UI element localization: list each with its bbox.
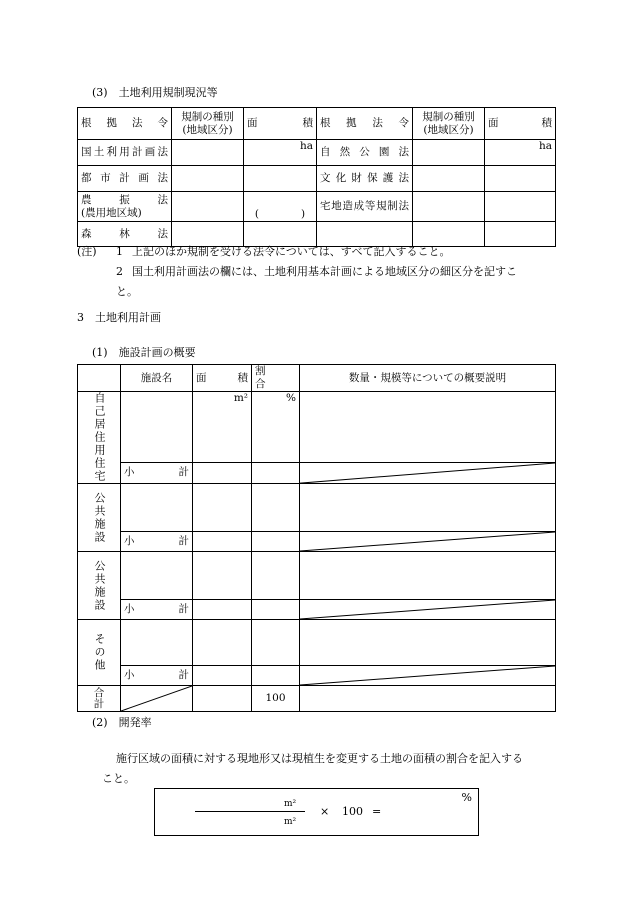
section-land-number: 3 [77, 311, 84, 324]
subsection-1-title: (1) 施設計画の概要 [92, 346, 196, 359]
description-cell [300, 620, 556, 666]
formula-percent: % [461, 791, 472, 804]
facility-name-cell [121, 620, 193, 666]
header-corner [78, 365, 121, 392]
subtotal-label: 小 計 [121, 600, 193, 620]
area-cell: ha [485, 140, 556, 166]
description-cell [300, 552, 556, 600]
subtotal-ratio [252, 532, 300, 552]
header-law-right: 根 拠 法 令 [317, 108, 413, 140]
type-cell [172, 140, 244, 166]
facility-name-cell [121, 552, 193, 600]
type-cell [413, 140, 485, 166]
ratio-cell: % [252, 392, 300, 463]
subtotal-label: 小 計 [121, 532, 193, 552]
law-noshin: 農 振 法 (農用地区域) [78, 192, 172, 222]
header-ratio: 割 合 [252, 365, 300, 392]
law-toshi: 都市計画法 [78, 166, 172, 192]
note-2-text-line2: と。 [116, 285, 138, 298]
formula-numerator-unit: m² [284, 799, 297, 809]
law-takuchi: 宅地造成等規制法 [317, 192, 413, 222]
type-cell [172, 192, 244, 222]
header-description: 数量・規模等についての概要説明 [300, 365, 556, 392]
header-type-left: 規制の種別 (地域区分) [172, 108, 244, 140]
subtotal-area [193, 532, 252, 552]
header-facility-name: 施設名 [121, 365, 193, 392]
regulation-table [77, 107, 556, 247]
note-2-number: 2 [116, 265, 123, 278]
facility-name-cell [121, 484, 193, 532]
subtotal-area [193, 600, 252, 620]
header-law-left: 根 拠 法 令 [78, 108, 172, 140]
header-type-right: 規制の種別 (地域区分) [413, 108, 485, 140]
description-cell [300, 484, 556, 532]
area-cell: ha [244, 140, 317, 166]
subtotal-description-slashed [300, 666, 556, 686]
header-area-right: 面 積 [485, 108, 556, 140]
total-description [300, 686, 556, 712]
law-shinrin: 森 林 法 [78, 222, 172, 247]
subtotal-label: 小 計 [121, 462, 193, 483]
section-land-title: 土地利用計画 [95, 311, 161, 324]
subtotal-ratio [252, 600, 300, 620]
area-cell [193, 484, 252, 532]
description-cell [300, 392, 556, 463]
area-cell [485, 166, 556, 192]
header-area: 面 積 [193, 365, 252, 392]
area-cell [485, 222, 556, 247]
law-empty [317, 222, 413, 247]
area-cell [193, 620, 252, 666]
total-ratio: 100 [252, 686, 300, 712]
subtotal-ratio [252, 666, 300, 686]
total-area [193, 686, 252, 712]
area-cell [485, 192, 556, 222]
type-cell [413, 222, 485, 247]
subtotal-ratio [252, 462, 300, 483]
subsection-2-title: (2) 開発率 [92, 716, 152, 729]
note-1-number: 1 [116, 245, 123, 258]
section-3-title: (3) 土地利用規制現況等 [92, 86, 218, 99]
subtotal-description-slashed [300, 600, 556, 620]
ratio-cell [252, 484, 300, 532]
fraction-line [195, 811, 305, 812]
subtotal-description-slashed [300, 462, 556, 483]
group-label-public-1: 公共施設 [78, 484, 121, 552]
facility-plan-table [77, 364, 556, 712]
area-cell [244, 222, 317, 247]
note-lead: (注) [77, 245, 97, 258]
subtotal-description-slashed [300, 532, 556, 552]
header-area-left: 面 積 [244, 108, 317, 140]
subtotal-area [193, 666, 252, 686]
group-label-residence: 自己居住用住宅 [78, 392, 121, 484]
law-kokudo: 国土利用計画法 [78, 140, 172, 166]
type-cell [413, 166, 485, 192]
note-2-text-line1: 国土利用計画法の欄には、土地利用基本計画による地域区分の細区分を記すこ [132, 265, 517, 278]
formula-times: × [320, 805, 330, 818]
formula-denominator-unit: m² [284, 817, 297, 827]
area-cell [244, 166, 317, 192]
type-cell [413, 192, 485, 222]
facility-name-cell [121, 392, 193, 463]
dev-ratio-text-line1: 施行区域の面積に対する現地形又は現植生を変更する土地の面積の割合を記入する [116, 752, 523, 765]
area-paren: ( ) [244, 192, 317, 222]
ratio-cell [252, 552, 300, 600]
type-cell [172, 222, 244, 247]
ratio-cell [252, 620, 300, 666]
total-label: 合計 [78, 686, 121, 712]
subtotal-area [193, 462, 252, 483]
dev-ratio-formula-box [154, 788, 479, 836]
group-label-public-2: 公共施設 [78, 552, 121, 620]
total-name-slashed [121, 686, 193, 712]
law-bunka: 文化財保護法 [317, 166, 413, 192]
area-cell: m² [193, 392, 252, 463]
formula-hundred: 100 [342, 805, 363, 818]
type-cell [172, 166, 244, 192]
subtotal-label: 小 計 [121, 666, 193, 686]
formula-equals: = [372, 805, 382, 818]
note-1-text: 上記のほか規制を受ける法令については、すべて記入すること。 [132, 245, 451, 258]
law-shizen: 自然公園法 [317, 140, 413, 166]
group-label-other: その他 [78, 620, 121, 686]
dev-ratio-text-line2: こと。 [102, 772, 135, 785]
area-cell [193, 552, 252, 600]
